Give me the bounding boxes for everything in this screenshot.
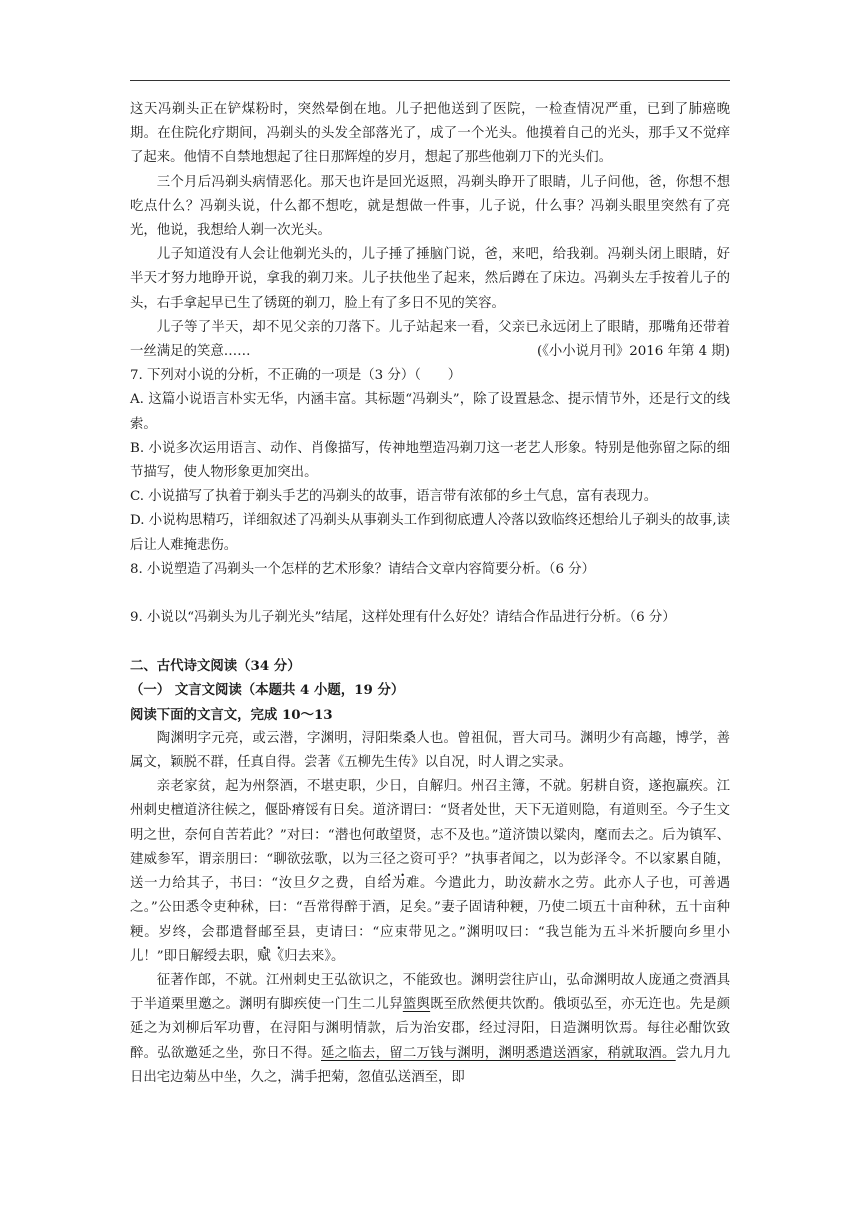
classical-text: 征著作郎，不就。江州刺史王弘欲识之，不能致也。渊明尝往庐山，弘命渊明故人庞通之赍酒具于半道栗里邀之。渊明有脚疾使一门生二儿舁 bbox=[130, 972, 730, 1013]
dotted-char: 三 bbox=[368, 851, 383, 867]
question-7: 7. 下列对小说的分析，不正确的一项是（3 分）（ ） bbox=[130, 368, 462, 384]
answer-space bbox=[130, 582, 730, 606]
header-rule bbox=[130, 80, 730, 81]
classical-paragraph bbox=[130, 969, 730, 1090]
option-d: D. 小说构思精巧，详细叙述了冯剃头从事剃头工作到彻底遭人冷落以致临终还想给儿子剃头的故事,读后让人难掩悲伤。 bbox=[130, 513, 730, 553]
question-9: 9. 小说以“冯剃头为儿子剃光头”结尾，这样处理有什么好处？请结合作品进行分析。（6 分） bbox=[130, 610, 676, 626]
classical-text: 既至欣然便共饮酌。俄顷弘至，亦无迕也。先是颜延之为刘柳后军功曹，在浔阳与渊明情款，后为治安郡，经过浔阳，日造渊明饮焉。每往必酣饮致醉。弘欲邀延之坐，弥日不得。 bbox=[130, 997, 731, 1061]
underlined-text: 篮舆 bbox=[402, 997, 431, 1013]
dotted-char: 径 bbox=[382, 851, 397, 867]
story-source: (《小小说月刊》2016 年第 4 期) bbox=[536, 344, 730, 360]
underlined-sentence: 延之临去，留二万钱与渊明，渊明悉遣送酒家，稍就取酒。 bbox=[321, 1045, 676, 1061]
answer-space bbox=[130, 630, 730, 654]
option-b: B. 小说多次运用语言、动作、肖像描写，传神地塑造冯剃刀这一老艺人形象。特别是他弥留之际的细节描写，使人物形象更加突出。 bbox=[130, 440, 730, 481]
reading-instruction: 阅读下面的文言文，完成 10～13 bbox=[130, 706, 333, 723]
section-title: 二、古代诗文阅读（34 分） bbox=[130, 658, 301, 675]
classical-paragraph bbox=[130, 775, 730, 969]
classical-text: 之资可乎？”执事者闻之，以为彭泽令。不以家累自随，送一力给其子，书曰：“汝旦夕之费，自给为难。今遣此力，助汝薪水之劳。此亦人子也，可善遇之。”公田悉令吏种秫，曰：“吾常得醉于酒，足矣。”妻子固请种粳，乃使二顷五十亩种秫，五十亩种粳。岁终，会郡遣 bbox=[130, 851, 731, 940]
classical-text: 至县，吏请曰：“应束带见之。”渊明叹曰：“我岂能为五斗米折腰向乡里小儿！”即日解绶去职，赋《归去来》。 bbox=[130, 924, 731, 964]
classical-text: 尝九月九日出宅边菊丛中坐，久之，满手把菊，忽值弘送酒至，即 bbox=[130, 1045, 731, 1085]
story-paragraph-last bbox=[130, 316, 730, 364]
dotted-char: 督 bbox=[244, 924, 259, 940]
question-8: 8. 小说塑造了冯剃头一个怎样的艺术形象？请结合文章内容简要分析。（6 分） bbox=[130, 561, 595, 577]
subsection-title: （一） 文言文阅读（本题共 4 小题，19 分） bbox=[130, 682, 405, 699]
story-paragraph: 儿子知道没有人会让他剃光头的，儿子捶了捶脑门说，爸，来吧，给我剃。冯剃头闭上眼睛，好半天才努力地睁开说，拿我的剃刀来。儿子扶他坐了起来，然后蹲在了床边。冯剃头左手按着儿子的头，右手拿起早已生了锈斑的剃刀，脸上有了多日不见的笑容。 bbox=[130, 247, 730, 311]
story-paragraph: 这天冯剃头正在铲煤粉时，突然晕倒在地。儿子把他送到了医院，一检查情况严重，已到了肺癌晚期。在住院化疗期间，冯剃头的头发全部落光了，成了一个光头。他摸着自己的光头，那手又不觉痒了起来。他情不自禁地想起了往日那辉煌的岁月，想起了那些他剃刀下的光头们。 bbox=[130, 102, 730, 166]
story-paragraph: 三个月后冯剃头病情恶化。那天也许是回光返照，冯剃头睁开了眼睛，儿子问他，爸，你想不想吃点什么？冯剃头说，什么都不想吃，就是想做一件事，儿子说，什么事？冯剃头眼里突然有了亮光，他说，我想给人剃一次光头。 bbox=[130, 174, 730, 239]
story-paragraph-text: 儿子等了半天，却不见父亲的刀落下。儿子站起来一看，父亲已永远闭上了眼睛，那嘴角还带着一丝满足的笑意…… bbox=[130, 319, 730, 360]
option-c: C. 小说描写了执着于剃头手艺的冯剃头的故事，语言带有浓郁的乡土气息，富有表现力。 bbox=[130, 489, 658, 505]
dotted-char: 邮 bbox=[258, 924, 273, 940]
classical-text: 亲老家贫，起为州祭酒，不堪吏职，少日，自解归。州召主簿，不就。躬耕自资，遂抱羸疾。江州刺史檀道济往候之，偃卧瘠馁有日矣。道济谓曰：“贤者处世，天下无道则隐，有道则至。今子生文明之世，奈何自苦若此？”对曰：“潜也何敢望贤，志不及也。”道济馈以粱肉，麾而去之。后为镇军、建威参军，谓亲朋曰：“聊欲弦歌，以为 bbox=[130, 779, 730, 867]
document-body bbox=[130, 98, 730, 1090]
classical-paragraph: 陶渊明字元亮，或云潜，字渊明，浔阳柴桑人也。曾祖侃，晋大司马。渊明少有高趣，博学，善属文，颖脱不群，任真自得。尝著《五柳先生传》以自况，时人谓之实录。 bbox=[130, 730, 730, 771]
option-a: A. 这篇小说语言朴实无华，内涵丰富。其标题“冯剃头”，除了设置悬念、提示情节外，还是行文的线索。 bbox=[130, 392, 730, 432]
